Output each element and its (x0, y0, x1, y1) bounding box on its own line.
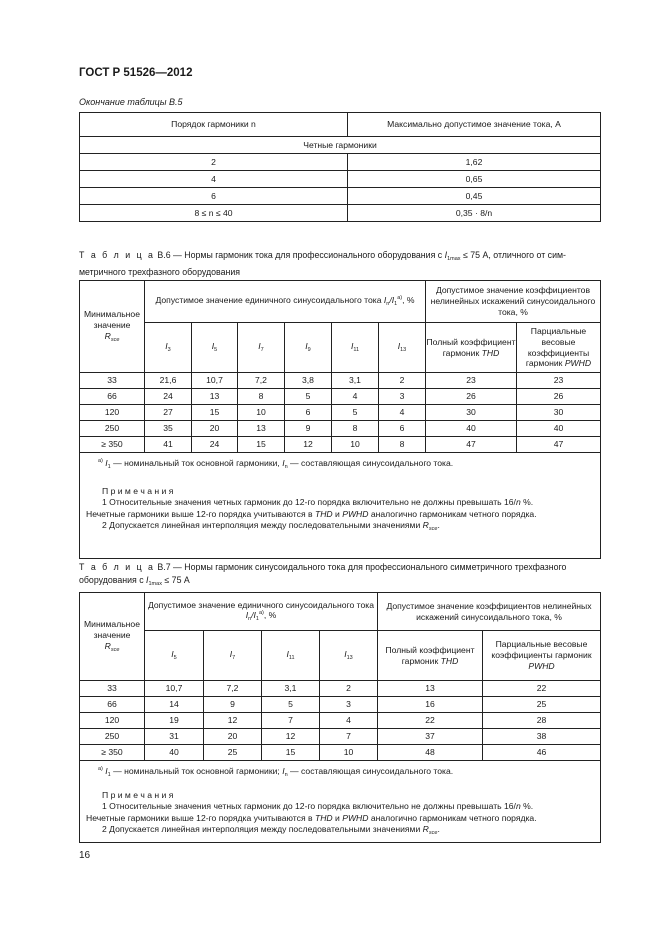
pwhd-header: Парциальные весовые коэффициенты гармоник PWHD (517, 323, 601, 373)
table-b5-col1-header: Порядок гармоники n (80, 113, 348, 137)
table-b6-group2-header: Допустимое значение коэффициентов нелинейных искажений синусоидального тока, % (426, 281, 601, 323)
harmonic-header: $I_3$ (145, 323, 192, 373)
notes-title: П р и м е ч а н и я (102, 789, 174, 800)
table-b7-group2-header: Допустимое значение коэффициентов нелинейных искажений синусоидального тока, % (378, 593, 601, 631)
harmonic-header: $I_5$ (192, 323, 238, 373)
table-b5-caption: Окончание таблицы В.5 (79, 97, 183, 107)
harmonic-header: $I_{13}$ (379, 323, 426, 373)
table-row: ≥ 350 41 24 15 12 10 8 47 47 (80, 437, 601, 453)
harmonic-header: $I_9$ (285, 323, 332, 373)
harmonic-header: $I_{13}$ (320, 631, 378, 681)
note-1-cont: Нечетные гармоники выше 12-го порядка учитываются в THD и PWHD аналогично гармоникам четного порядка. (86, 508, 537, 519)
table-b6-row-header: Минимальное значение $R_{sce}$ (80, 281, 145, 373)
table-b5-col2-header: Максимально допустимое значение тока, А (348, 113, 601, 137)
table-row: 250 35 20 13 9 8 6 40 40 (80, 421, 601, 437)
table-row: 33 21,6 10,7 7,2 3,8 3,1 2 23 23 (80, 373, 601, 389)
table-row: ≥ 350 40 25 15 10 48 46 (80, 745, 601, 761)
note-1: 1 Относительные значения четных гармоник до 12-го порядка включительно не должны превышать 16/n %. (102, 497, 534, 507)
table-row: 120 19 12 7 4 22 28 (80, 713, 601, 729)
harmonic-header: $I_7$ (204, 631, 262, 681)
table-b6 (79, 280, 601, 559)
table-row: 2 1,62 (80, 154, 601, 171)
notes-title: П р и м е ч а н и я (102, 485, 174, 496)
table-b6-title: Т а б л и ц а В.6 — Нормы гармоник тока для профессионального оборудования с $I_{1max} \le 75$ А, отличного от сим- метричного трехфазного оборудования (79, 250, 566, 277)
footnote: $^{а)}$ $I_1$ — номинальный ток основной гармоники, $I_n$ — составляющая синусоидального тока. (98, 458, 454, 470)
table-row: 4 0,65 (80, 171, 601, 188)
thd-header: Полный коэффициент гармоник THD (426, 323, 517, 373)
table-row: 120 27 15 10 6 5 4 30 30 (80, 405, 601, 421)
table-row: 66 14 9 5 3 16 25 (80, 697, 601, 713)
harmonic-header: $I_5$ (145, 631, 204, 681)
table-row: 250 31 20 12 7 37 38 (80, 729, 601, 745)
table-row: 66 24 13 8 5 4 3 26 26 (80, 389, 601, 405)
table-row: 6 0,45 (80, 188, 601, 205)
table-row: 8 ≤ n ≤ 40 0,35 · 8/n (80, 205, 601, 222)
table-b7-title: Т а б л и ц а В.7 — Нормы гармоник синусоидального тока для профессионального симметричного трехфазного оборудования с $I_{1max} \le 75$ А (79, 562, 567, 587)
table-b6-notes (80, 453, 601, 559)
table-b7-row-header: Минимальное значение $R_{sce}$ (80, 593, 145, 681)
thd-header: Полный коэффициент гармоник THD (378, 631, 483, 681)
table-b5-section: Четные гармоники (80, 137, 601, 154)
table-b7-notes (80, 761, 601, 843)
table-b6-group1-header: Допустимое значение единичного синусоидального тока $I_n/I_1^{а)}$, % (145, 281, 426, 323)
note-2: 2 Допускается линейная интерполяция между последовательными значениями $R_{sce}$. (102, 520, 440, 532)
note-2: 2 Допускается линейная интерполяция между последовательными значениями $R_{sce}$. (102, 824, 440, 836)
harmonic-header: $I_{11}$ (332, 323, 379, 373)
footnote: $^{а)}$ $I_1$ — номинальный ток основной гармоники; $I_n$ — составляющая синусоидального тока. (98, 766, 454, 778)
page-number: 16 (79, 850, 91, 861)
harmonic-header: $I_7$ (238, 323, 285, 373)
table-row: 33 10,7 7,2 3,1 2 13 22 (80, 681, 601, 697)
table-b7 (79, 592, 601, 843)
note-1-cont: Нечетные гармоники выше 12-го порядка учитываются в THD и PWHD аналогично гармоникам четного порядка. (86, 812, 537, 823)
pwhd-header: Парциальные весовые коэффициенты гармоник PWHD (483, 631, 601, 681)
table-b7-group1-header: Допустимое значение единичного синусоидального тока $I_n/I_1^{а)}$, % (145, 593, 378, 631)
document-header: ГОСТ Р 51526—2012 (79, 67, 193, 79)
harmonic-header: $I_{11}$ (262, 631, 320, 681)
note-1: 1 Относительные значения четных гармоник до 12-го порядка включительно не должны превышать 16/n %. (102, 801, 534, 811)
table-b5 (79, 112, 601, 222)
